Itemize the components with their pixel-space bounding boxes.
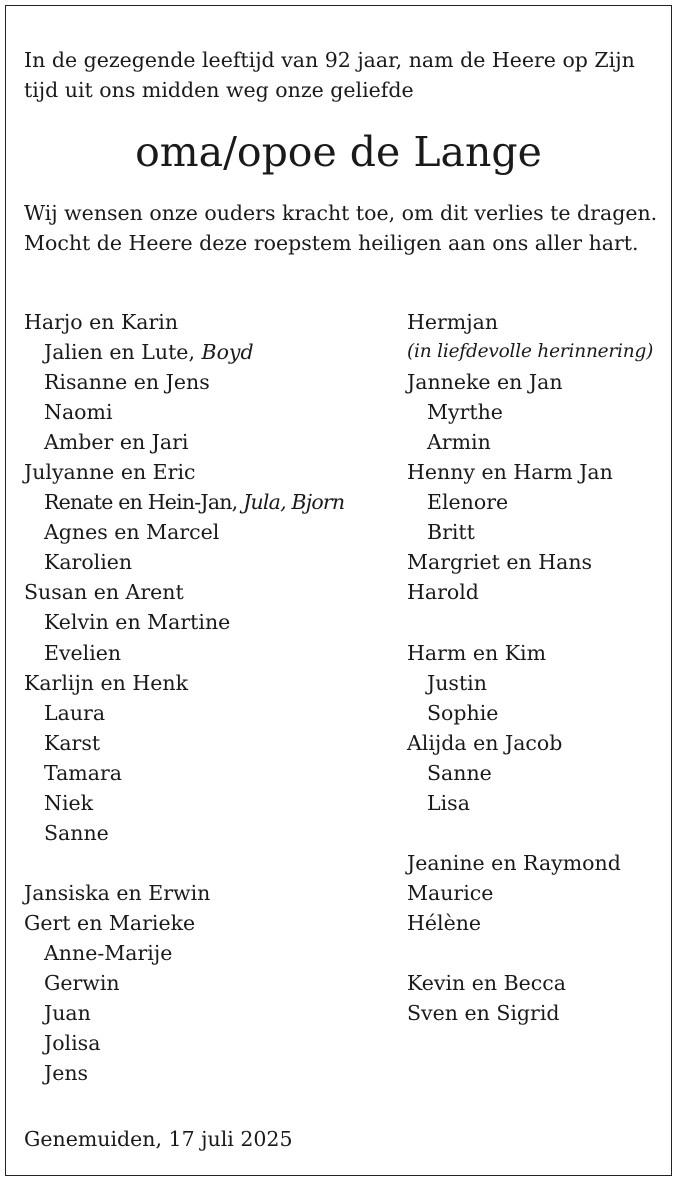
- intro-text: In de gezegende leeftijd van 92 jaar, nam de Heere op Zijn tijd uit ons midden weg onze geliefde: [24, 48, 635, 102]
- family-entry: Amber en Jari: [44, 430, 189, 455]
- spacer: [407, 938, 669, 968]
- family-entry: Alijda en Jacob: [407, 730, 563, 755]
- family-entry: Juan: [44, 1001, 91, 1026]
- family-entry: Karlijn en Henk: [24, 670, 189, 695]
- wish-line-1: Wij wensen onze ouders kracht toe, om dit verlies te dragen.: [24, 201, 658, 225]
- place-and-date: Genemuiden, 17 juli 2025: [24, 1127, 293, 1151]
- family-entry-child: Boyd: [201, 340, 254, 365]
- family-entry: Gerwin: [44, 971, 120, 996]
- family-entry: Sanne: [427, 760, 492, 785]
- spacer: [407, 607, 669, 637]
- family-entry: Agnes en Marcel: [44, 520, 220, 545]
- family-entry: [24, 337, 394, 367]
- family-entry-child: Jula, Bjorn: [243, 490, 345, 515]
- family-entry: Sophie: [427, 700, 499, 725]
- family-entry: Myrthe: [427, 400, 503, 425]
- family-entry: Harm en Kim: [407, 640, 547, 665]
- family-entry: Gert en Marieke: [24, 910, 196, 935]
- family-entry: Justin: [427, 670, 487, 695]
- family-entry-name: Renate en Hein-Jan,: [44, 490, 238, 515]
- family-entry: Risanne en Jens: [44, 370, 210, 395]
- family-entry: Naomi: [44, 400, 113, 425]
- family-entry: Jolisa: [44, 1031, 101, 1056]
- family-entry-name: Jalien en Lute,: [44, 340, 195, 365]
- spacer: [407, 818, 669, 848]
- family-entry: Armin: [427, 430, 491, 455]
- family-entry: Sven en Sigrid: [407, 1001, 560, 1026]
- family-entry: Jansiska en Erwin: [24, 880, 211, 905]
- family-entry: [24, 487, 394, 517]
- family-entry: Kelvin en Martine: [44, 610, 231, 635]
- family-entry: Harold: [407, 580, 479, 605]
- family-entry: Tamara: [44, 760, 122, 785]
- family-entry: Hélène: [407, 910, 482, 935]
- family-entry: Sanne: [44, 820, 109, 845]
- family-entry: Jens: [44, 1061, 89, 1086]
- family-entry: Harjo en Karin: [24, 310, 179, 334]
- family-entry: Evelien: [44, 640, 122, 665]
- family-entry: Elenore: [427, 490, 509, 515]
- family-entry: Margriet en Hans: [407, 550, 593, 575]
- family-list-right: [407, 307, 669, 1028]
- wish-text: [24, 198, 656, 258]
- family-entry: Lisa: [427, 790, 470, 815]
- family-entry: Laura: [44, 700, 106, 725]
- family-entry: Hermjan: [407, 310, 499, 334]
- family-entry: Henny en Harm Jan: [407, 460, 613, 485]
- family-entry: Kevin en Becca: [407, 971, 566, 996]
- family-entry: Maurice: [407, 880, 494, 905]
- family-entry: Niek: [44, 790, 94, 815]
- family-entry: Janneke en Jan: [407, 370, 563, 395]
- family-entry: Britt: [427, 520, 475, 545]
- deceased-name: oma/opoe de Lange: [135, 128, 542, 176]
- family-entry: Karolien: [44, 550, 133, 575]
- family-entry: Karst: [44, 730, 101, 755]
- wish-line-2: Mocht de Heere deze roepstem heiligen aan ons aller hart.: [24, 231, 639, 255]
- memorial-note: (in liefdevolle herinnering): [407, 341, 654, 363]
- family-entry: Jeanine en Raymond: [407, 850, 621, 875]
- family-list-left: [24, 307, 394, 1088]
- family-entry: Susan en Arent: [24, 580, 184, 605]
- spacer: [24, 848, 394, 878]
- family-entry: Julyanne en Eric: [24, 460, 196, 485]
- family-entry: Anne-Marije: [44, 940, 173, 965]
